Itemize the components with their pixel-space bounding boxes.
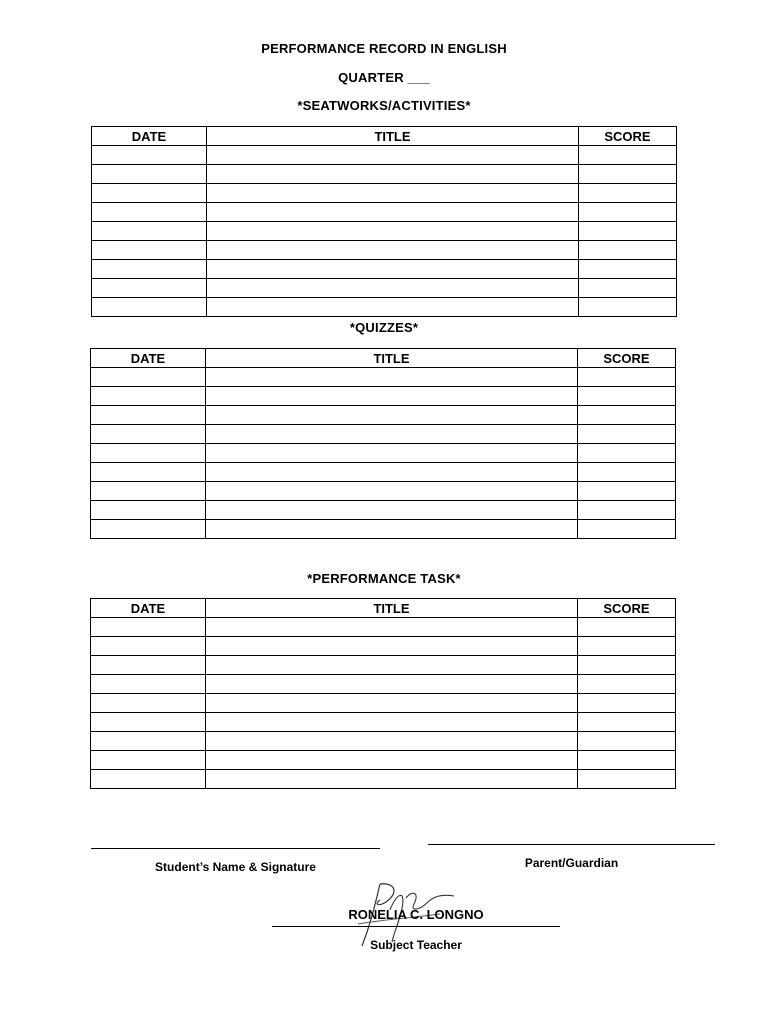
title-cell[interactable] — [206, 482, 578, 501]
date-cell[interactable] — [91, 694, 206, 713]
score-cell[interactable] — [578, 732, 676, 751]
table-row — [92, 184, 677, 203]
title-cell[interactable] — [207, 184, 579, 203]
title-column-header: TITLE — [206, 599, 578, 618]
title-cell[interactable] — [207, 241, 579, 260]
date-cell[interactable] — [91, 751, 206, 770]
date-cell[interactable] — [91, 637, 206, 656]
title-cell[interactable] — [206, 751, 578, 770]
title-cell[interactable] — [206, 732, 578, 751]
date-cell[interactable] — [91, 406, 206, 425]
score-cell[interactable] — [579, 241, 677, 260]
score-cell[interactable] — [579, 260, 677, 279]
date-cell[interactable] — [91, 387, 206, 406]
date-cell[interactable] — [92, 279, 207, 298]
date-cell[interactable] — [91, 444, 206, 463]
score-cell[interactable] — [578, 463, 676, 482]
date-cell[interactable] — [91, 656, 206, 675]
table-row — [92, 146, 677, 165]
date-cell[interactable] — [91, 368, 206, 387]
title-cell[interactable] — [206, 463, 578, 482]
seatworks-heading: *SEATWORKS/ACTIVITIES* — [297, 98, 471, 113]
table-row — [91, 425, 676, 444]
score-cell[interactable] — [579, 165, 677, 184]
score-cell[interactable] — [578, 482, 676, 501]
date-cell[interactable] — [91, 463, 206, 482]
score-cell[interactable] — [579, 298, 677, 317]
table-row — [92, 222, 677, 241]
date-cell[interactable] — [92, 298, 207, 317]
table-row — [92, 165, 677, 184]
title-cell[interactable] — [206, 618, 578, 637]
date-cell[interactable] — [91, 713, 206, 732]
score-cell[interactable] — [578, 656, 676, 675]
score-column-header: SCORE — [578, 349, 676, 368]
title-cell[interactable] — [206, 425, 578, 444]
title-cell[interactable] — [206, 675, 578, 694]
page-title: PERFORMANCE RECORD IN ENGLISH — [261, 41, 507, 56]
table-row — [91, 501, 676, 520]
title-cell[interactable] — [206, 368, 578, 387]
title-cell[interactable] — [206, 694, 578, 713]
date-cell[interactable] — [92, 165, 207, 184]
table-row — [91, 675, 676, 694]
title-cell[interactable] — [206, 406, 578, 425]
date-cell[interactable] — [91, 770, 206, 789]
table-row — [91, 694, 676, 713]
table-row — [91, 444, 676, 463]
table-row — [91, 520, 676, 539]
score-cell[interactable] — [578, 618, 676, 637]
quizzes-table — [90, 348, 676, 539]
table-row — [91, 637, 676, 656]
score-cell[interactable] — [579, 203, 677, 222]
table-row — [92, 260, 677, 279]
date-column-header: DATE — [91, 349, 206, 368]
title-cell[interactable] — [206, 520, 578, 539]
table-row — [91, 387, 676, 406]
date-cell[interactable] — [91, 618, 206, 637]
date-cell[interactable] — [92, 146, 207, 165]
table-row — [91, 618, 676, 637]
title-cell[interactable] — [207, 260, 579, 279]
student-signature-line[interactable] — [91, 848, 380, 849]
title-cell[interactable] — [207, 146, 579, 165]
title-cell[interactable] — [206, 656, 578, 675]
performance-task-table — [90, 598, 676, 789]
date-cell[interactable] — [92, 203, 207, 222]
date-cell[interactable] — [91, 675, 206, 694]
title-cell[interactable] — [206, 637, 578, 656]
score-cell[interactable] — [579, 146, 677, 165]
score-cell[interactable] — [578, 520, 676, 539]
score-cell[interactable] — [578, 713, 676, 732]
score-cell[interactable] — [578, 425, 676, 444]
date-cell[interactable] — [92, 222, 207, 241]
score-cell[interactable] — [578, 694, 676, 713]
table-row — [91, 482, 676, 501]
quarter-label: QUARTER ___ — [338, 70, 430, 85]
student-signature-label: Student’s Name & Signature — [155, 860, 316, 874]
score-cell[interactable] — [579, 184, 677, 203]
date-cell[interactable] — [91, 425, 206, 444]
date-cell[interactable] — [91, 520, 206, 539]
date-cell[interactable] — [92, 241, 207, 260]
date-column-header: DATE — [91, 599, 206, 618]
score-cell[interactable] — [579, 279, 677, 298]
table-row — [91, 751, 676, 770]
table-row — [91, 406, 676, 425]
title-cell[interactable] — [207, 298, 579, 317]
title-cell[interactable] — [206, 501, 578, 520]
performance-task-heading: *PERFORMANCE TASK* — [307, 571, 461, 586]
date-cell[interactable] — [92, 184, 207, 203]
table-row — [91, 463, 676, 482]
title-cell[interactable] — [207, 203, 579, 222]
score-column-header: SCORE — [578, 599, 676, 618]
date-column-header: DATE — [92, 127, 207, 146]
score-cell[interactable] — [578, 387, 676, 406]
score-cell[interactable] — [578, 637, 676, 656]
score-cell[interactable] — [578, 368, 676, 387]
title-cell[interactable] — [207, 165, 579, 184]
score-cell[interactable] — [578, 501, 676, 520]
table-row — [91, 656, 676, 675]
title-cell[interactable] — [206, 444, 578, 463]
score-cell[interactable] — [578, 675, 676, 694]
score-cell[interactable] — [578, 751, 676, 770]
date-cell[interactable] — [91, 732, 206, 751]
teacher-label: Subject Teacher — [370, 938, 462, 952]
title-cell[interactable] — [207, 279, 579, 298]
title-cell[interactable] — [207, 222, 579, 241]
title-cell[interactable] — [206, 387, 578, 406]
teacher-name: RONELIA C. LONGNO — [348, 907, 484, 922]
parent-signature-line[interactable] — [428, 844, 715, 845]
date-cell[interactable] — [91, 482, 206, 501]
table-header-row — [91, 349, 676, 368]
table-row — [92, 279, 677, 298]
table-row — [92, 203, 677, 222]
score-cell[interactable] — [578, 770, 676, 789]
score-cell[interactable] — [578, 444, 676, 463]
score-cell[interactable] — [579, 222, 677, 241]
title-column-header: TITLE — [207, 127, 579, 146]
date-cell[interactable] — [91, 501, 206, 520]
seatworks-table — [91, 126, 677, 317]
teacher-signature-line — [272, 926, 560, 927]
title-cell[interactable] — [206, 713, 578, 732]
table-row — [92, 241, 677, 260]
table-row — [91, 368, 676, 387]
quizzes-heading: *QUIZZES* — [349, 320, 419, 335]
parent-signature-label: Parent/Guardian — [524, 856, 619, 870]
score-cell[interactable] — [578, 406, 676, 425]
table-header-row — [91, 599, 676, 618]
table-row — [91, 770, 676, 789]
score-column-header: SCORE — [579, 127, 677, 146]
date-cell[interactable] — [92, 260, 207, 279]
table-header-row — [92, 127, 677, 146]
title-column-header: TITLE — [206, 349, 578, 368]
table-row — [92, 298, 677, 317]
table-row — [91, 732, 676, 751]
title-cell[interactable] — [206, 770, 578, 789]
table-row — [91, 713, 676, 732]
